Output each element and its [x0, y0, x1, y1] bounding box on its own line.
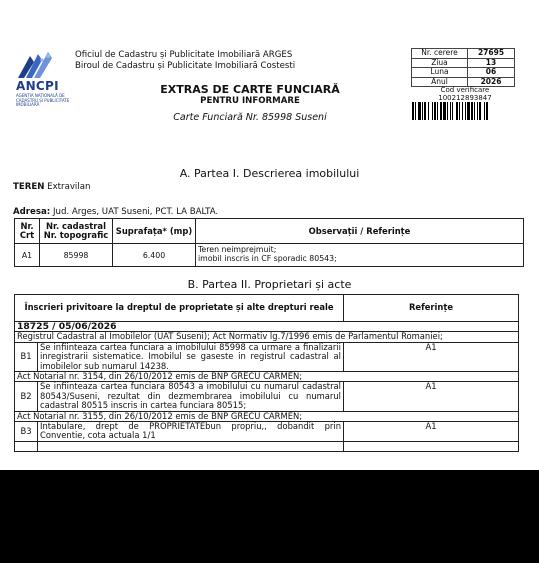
act-text: Registrul Cadastral al Imobilelor (UAT Suseni); Act Normativ lg.7/1996 emis de Parlamentul Romaniei;	[15, 332, 519, 342]
request-value: 2026	[468, 77, 515, 87]
col-inscrieri: Înscrieri privitoare la dreptul de proprietate și alte drepturi reale	[15, 295, 344, 322]
barcode-bar	[486, 102, 488, 120]
observatie-1: Teren neimprejmuit;	[198, 245, 277, 254]
ownership-table	[14, 294, 519, 452]
address-label: Adresa:	[13, 207, 51, 217]
logo-mark-icon	[16, 50, 56, 80]
office-line-1: Oficiul de Cadastru și Publicitate Imobiliară ARGES	[75, 50, 293, 60]
barcode-bar	[474, 102, 475, 120]
barcode-bar	[462, 102, 463, 120]
entry-code: B2	[15, 382, 38, 411]
request-box	[411, 48, 515, 87]
act-text: Act Notarial nr. 3154, din 26/10/2012 emis de BNP GRECU CARMEN;	[15, 372, 519, 382]
barcode-bar	[456, 102, 458, 120]
col-referinte: Referințe	[344, 295, 519, 322]
act-row	[15, 411, 519, 421]
barcode-bar	[477, 102, 478, 120]
teren-line	[13, 182, 90, 192]
logo-subtitle: AGENȚIA NAȚIONALĂ DE CADASTRU ȘI PUBLICITATE IMOBILIARĂ	[16, 93, 70, 107]
barcode-bar	[467, 102, 470, 120]
request-label: Ziua	[412, 58, 468, 68]
barcode-bar	[450, 102, 451, 120]
entry-text: Se infiinteaza cartea funciara 80543 a imobilului cu numarul cadastral 80543/Suseni, rezultat din dezmembrarea imobilului cu numarul cadastral 80515 inscris in cartea funciara 80515;	[38, 382, 344, 411]
request-label: Nr. cerere	[412, 49, 468, 59]
request-value: 27695	[468, 49, 515, 59]
barcode-bar	[432, 102, 433, 120]
barcode-bar	[418, 102, 421, 120]
table-row	[15, 441, 519, 451]
entry-reference	[344, 441, 519, 451]
teren-label: TEREN	[13, 182, 45, 192]
barcode-bar	[412, 102, 414, 120]
carte-funciara-number: Carte Funciară Nr. 85998 Suseni	[173, 112, 327, 123]
observatie-2: imobil inscris in CF sporadic 80543;	[198, 254, 337, 263]
request-label: Anul	[412, 77, 468, 87]
barcode-bar	[437, 102, 438, 120]
request-label: Luna	[412, 68, 468, 78]
entry-text: Intabulare, drept de PROPRIETATEbun propriu,, dobandit prin Conventie, cota actuala 1/1	[38, 422, 344, 442]
request-row	[412, 58, 515, 68]
act-text: Act Notarial nr. 3155, din 26/10/2012 emis de BNP GRECU CARMEN;	[15, 411, 519, 421]
address-line	[13, 207, 218, 217]
cell-observatii	[196, 244, 524, 267]
col-nr-cadastral: Nr. cadastral Nr. topografic	[40, 219, 113, 244]
cell-nr-cadastral: 85998	[40, 244, 113, 267]
request-row	[412, 49, 515, 59]
entry-code: B1	[15, 342, 38, 371]
table-header-row	[15, 295, 519, 322]
teren-value: Extravilan	[47, 182, 91, 192]
barcode-bar	[422, 102, 423, 120]
cell-nr-crt: A1	[15, 244, 40, 267]
table-row	[15, 244, 524, 267]
registration-number: 18725 / 05/06/2026	[15, 322, 519, 332]
cell-suprafata: 6.400	[113, 244, 196, 267]
request-value: 13	[468, 58, 515, 68]
table-header-row	[15, 219, 524, 244]
barcode-bar	[447, 102, 448, 120]
entry-text: Se infiinteaza cartea funciara a imobilului 85998 ca urmare a finalizarii inregistrarii sistematice. Imobilul se gaseste in registrul cadastral al imobilelor sub numarul 14238.	[38, 342, 344, 371]
table-row	[15, 342, 519, 371]
verification-code-label: Cod verificare	[440, 86, 490, 94]
barcode-bar	[452, 102, 453, 120]
ancpi-logo	[14, 50, 78, 108]
registration-row	[15, 322, 519, 332]
barcode-bar	[428, 102, 429, 120]
barcode-bar	[484, 102, 485, 120]
barcode-bar	[424, 102, 426, 120]
table-row	[15, 382, 519, 411]
request-row	[412, 68, 515, 78]
barcode-bar	[440, 102, 442, 120]
entry-text	[38, 441, 344, 451]
col-observatii: Observații / Referințe	[196, 219, 524, 244]
barcode-bar	[443, 102, 446, 120]
barcode-icon	[412, 102, 514, 120]
barcode-bar	[415, 102, 416, 120]
part-b-title: B. Partea II. Proprietari și acte	[187, 278, 352, 291]
office-line-2: Biroul de Cadastru și Publicitate Imobiliară Costesti	[75, 61, 296, 71]
entry-reference: A1	[344, 342, 519, 371]
entry-code: B3	[15, 422, 38, 442]
document-subtitle: PENTRU INFORMARE	[200, 96, 300, 106]
col-suprafata: Suprafața* (mp)	[113, 219, 196, 244]
logo-text: ANCPI	[16, 79, 59, 93]
barcode-bar	[471, 102, 473, 120]
address-value: Jud. Arges, UAT Suseni, PCT. LA BALTA.	[52, 207, 219, 217]
verification-code-value: 100212893847	[438, 94, 492, 102]
barcode-bar	[479, 102, 481, 120]
part-a-title: A. Partea I. Descrierea imobilului	[179, 167, 360, 180]
document-title: EXTRAS DE CARTE FUNCIARĂ	[160, 83, 340, 96]
barcode-bar	[459, 102, 460, 120]
parcel-table	[14, 218, 524, 267]
act-row	[15, 332, 519, 342]
act-row	[15, 372, 519, 382]
barcode-bar	[434, 102, 436, 120]
table-row	[15, 422, 519, 442]
entry-code	[15, 441, 38, 451]
barcode-bar	[465, 102, 466, 120]
request-value: 06	[468, 68, 515, 78]
entry-reference: A1	[344, 382, 519, 411]
verification-code	[411, 86, 519, 102]
col-nr-crt: Nr. Crt	[15, 219, 40, 244]
entry-reference: A1	[344, 422, 519, 442]
office-lines	[75, 50, 295, 72]
